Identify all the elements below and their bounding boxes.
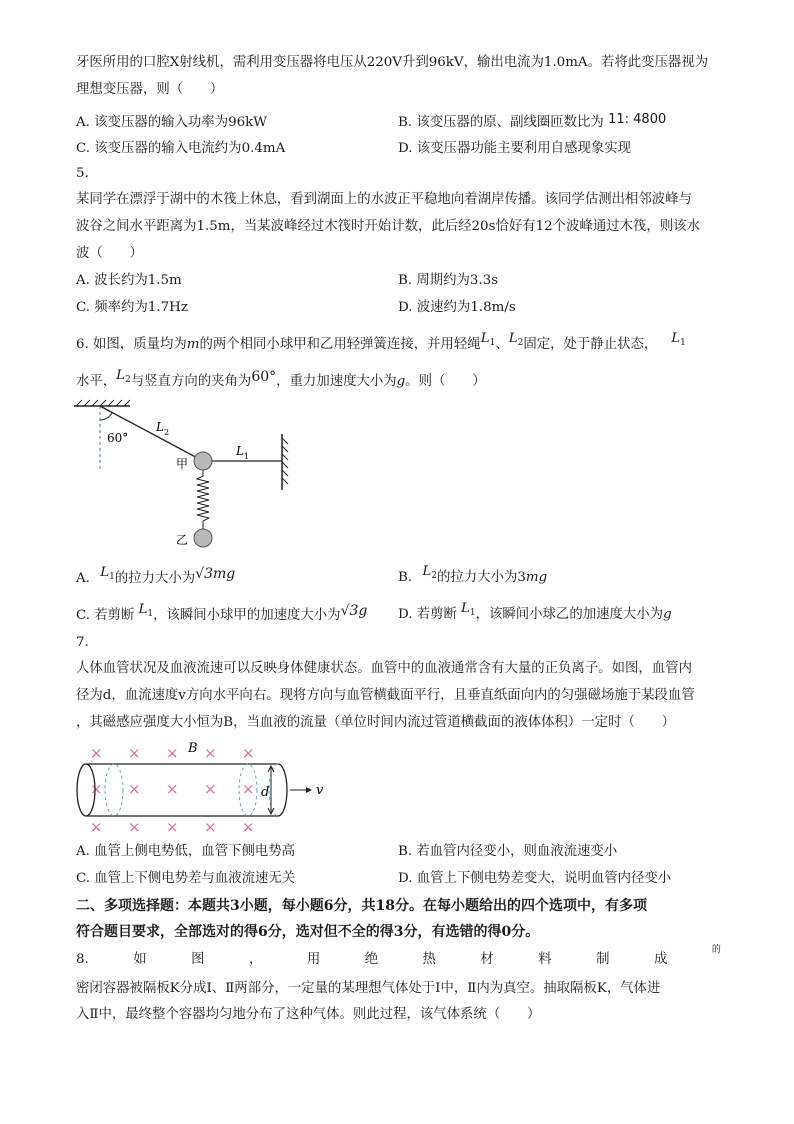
wall-hatch — [282, 438, 288, 484]
option-text: D. 若剪断 — [398, 607, 457, 622]
spring — [197, 470, 209, 530]
var-L1: L — [460, 601, 470, 616]
q8-word: 8. — [76, 952, 89, 967]
q4-option-b — [398, 113, 666, 133]
q8-superscript-word: 的 — [711, 945, 721, 955]
q7-option-c: C. 血管上下侧电势差与血液流速无关 — [76, 871, 296, 886]
q6-text: ，重力加速度大小为 — [276, 374, 397, 389]
q6-sub: 2 — [125, 375, 131, 385]
option-value: g — [663, 607, 672, 622]
L1-label: L — [236, 444, 244, 458]
option-text: C. 若剪断 — [76, 608, 135, 623]
q8-stem-line2: 密闭容器被隔板K分成Ⅰ、Ⅱ两部分，一定量的某理想气体处于Ⅰ中，Ⅱ内为真空。抽取隔板K，气体进 — [76, 981, 661, 996]
cross: × — [166, 744, 179, 762]
cross: × — [242, 744, 255, 762]
q6-text: 6. 如图，质量均为 — [76, 337, 187, 352]
q4-stem-line2: 理想变压器，则（ ） — [76, 82, 224, 97]
q4-option-b-ratio: 11: 4800 — [608, 112, 667, 127]
sub: 1 — [109, 572, 115, 582]
section2-heading-line1: 二、多项选择题：本题共3小题，每小题6分，共18分。在每小题给出的四个选项中，有多项 — [76, 898, 647, 914]
ball-yi-label: 乙 — [176, 533, 189, 547]
q4-option-c: C. 该变压器的输入电流约为0.4mA — [76, 141, 286, 156]
ball-yi — [194, 529, 212, 547]
option-text: 的拉力大小为 — [114, 571, 196, 586]
B-label: B — [188, 741, 198, 756]
cross: × — [128, 818, 141, 836]
q8-word: 热 — [422, 952, 436, 967]
q5-option-a: A. 波长约为1.5m — [76, 273, 182, 288]
q6-text: 与竖直方向的夹角为 — [130, 374, 252, 389]
var-L2: L — [422, 564, 432, 579]
vessel-left-section — [105, 764, 123, 816]
L1-sub: 1 — [244, 452, 250, 461]
q4-option-a: A. 该变压器的输入功率为96kW — [76, 115, 268, 130]
L2-label: L — [156, 420, 164, 434]
q8-word: 用 — [306, 952, 321, 967]
q4-option-b-text: B. 该变压器的原、副线圈匝数比为 — [398, 115, 604, 130]
v-label: v — [316, 783, 324, 798]
velocity-arrowhead — [306, 787, 312, 793]
cross: × — [128, 780, 141, 798]
angle-label: 60° — [107, 431, 129, 445]
ceiling-hatch — [76, 400, 130, 406]
ball-jia-label: 甲 — [176, 457, 189, 471]
q6-var-L2: L — [116, 368, 126, 383]
q5-stem-line3: 波（ ） — [76, 246, 143, 261]
option-value: mg — [525, 570, 548, 585]
sub: 2 — [431, 571, 438, 581]
q8-stem-line3: 入Ⅱ中，最终整个容器均匀地分布了这种气体。则此过程，该气体系统（ ） — [76, 1007, 541, 1022]
q6-text: 的两个相同小球甲和乙用轻弹簧连接，并用轻绳 — [199, 337, 481, 352]
q6-var-L2: L — [508, 331, 518, 346]
sub: 1 — [469, 608, 476, 618]
cross: × — [166, 818, 179, 836]
q6-sub: 2 — [517, 338, 524, 348]
vessel-right-end — [278, 764, 287, 816]
var-L1: L — [138, 602, 148, 617]
q6-angle: 60° — [251, 369, 277, 385]
option-value: √3g — [340, 603, 368, 619]
q8-word: 绝 — [364, 952, 379, 967]
q6-option-b — [398, 564, 548, 589]
q6-text: 水平， — [76, 374, 117, 389]
section2-heading-line2: 符合题目要求，全部选对的得6分，选对但不全的得3分，有选错的得0分。 — [76, 924, 540, 940]
q8-word: 料 — [538, 952, 552, 967]
q6-option-c — [76, 602, 368, 627]
option-text: 的拉力大小为3 — [437, 570, 526, 585]
q6-var-g: g — [396, 374, 406, 389]
ball-jia — [194, 452, 212, 470]
sub: 1 — [147, 609, 154, 619]
q7-stem-line2: 径为d，血流速度v方向水平向右。现将方向与血管横截面平行，且垂直纸面向内的匀强磁场施于某段血管 — [76, 688, 695, 703]
q8-stem-line1 — [76, 945, 721, 970]
q8-word: 材 — [480, 952, 494, 967]
q6-sub: 1 — [680, 338, 686, 348]
cross: × — [90, 744, 103, 762]
cross: × — [242, 780, 255, 798]
q8-word: 图 — [191, 952, 205, 967]
q4-stem-line1: 牙医所用的口腔X射线机，需利用变压器将电压从220V升到96kV，输出电流为1.0mA。若将此变压器视为 — [76, 55, 709, 70]
cross: × — [204, 780, 217, 798]
q8-word: 成 — [653, 952, 668, 967]
cross: × — [204, 818, 217, 836]
cross: × — [90, 818, 103, 836]
q6-stem-line1 — [76, 331, 721, 356]
q4-option-d: D. 该变压器功能主要利用自感现象实现 — [398, 141, 632, 156]
q6-option-d — [398, 601, 672, 626]
q7-option-b: B. 若血管内径变小，则血液流速变小 — [398, 844, 618, 859]
q6-text: 固定，处于静止状态， — [523, 337, 658, 352]
d-label: d — [261, 785, 270, 800]
option-letter: B. — [398, 570, 413, 585]
magnetic-field-crosses — [90, 744, 255, 836]
q6-var-L1: L — [671, 331, 681, 346]
q7-stem-line3: ，其磁感应强度大小恒为B，当血液的流量（单位时间内流过管道横截面的液体体积）一定时（ ） — [76, 715, 676, 730]
q6-var-m: m — [186, 337, 200, 352]
q6-sep: 、 — [495, 337, 509, 352]
q8-word: 如 — [133, 952, 147, 967]
q5-option-b: B. 周期约为3.3s — [398, 273, 499, 288]
var-L1: L — [100, 565, 110, 580]
q5-stem-line1: 某同学在漂浮于湖中的木筏上休息，看到湖面上的水波正平稳地向着湖岸传播。该同学估测出相邻波峰与 — [76, 192, 692, 207]
cross: × — [204, 744, 217, 762]
option-value: √3mg — [195, 566, 236, 582]
q7-number: 7. — [76, 635, 89, 650]
q6-stem-line2 — [76, 368, 721, 393]
L2-sub: 2 — [164, 428, 170, 437]
q7-option-d: D. 血管上下侧电势差变大，说明血管内径变小 — [398, 871, 672, 886]
option-text: ，该瞬间小球乙的加速度大小为 — [475, 607, 664, 622]
q5-option-c: C. 频率约为1.7Hz — [76, 300, 188, 315]
option-letter: A. — [76, 571, 90, 586]
q7-option-a: A. 血管上侧电势低，血管下侧电势高 — [76, 844, 296, 859]
q6-option-a — [76, 565, 236, 590]
q8-word: 制 — [596, 952, 610, 967]
cross: × — [166, 780, 179, 798]
q5-option-d: D. 波速约为1.8m/s — [398, 300, 516, 315]
q5-number: 5. — [76, 166, 89, 181]
cross: × — [128, 744, 141, 762]
q5-stem-line2: 波谷之间水平距离为1.5m，当某波峰经过木筏时开始计数，此后经20s恰好有12个波峰通过木筏，则该水 — [76, 219, 700, 234]
angle-arc — [100, 413, 112, 420]
q7-figure — [72, 736, 342, 836]
cross: × — [242, 818, 255, 836]
q8-word: ， — [248, 952, 263, 967]
q6-var-L1: L — [480, 331, 490, 346]
q7-stem-line1: 人体血管状况及血液流速可以反映身体健康状态。血管中的血液通常含有大量的正负离子。如图，血管内 — [76, 661, 692, 676]
q6-text: 。则（ ） — [405, 374, 486, 389]
cross: × — [90, 780, 103, 798]
q6-sub: 1 — [489, 338, 496, 348]
option-text: ，该瞬间小球甲的加速度大小为 — [153, 608, 341, 623]
q6-figure — [70, 398, 300, 558]
